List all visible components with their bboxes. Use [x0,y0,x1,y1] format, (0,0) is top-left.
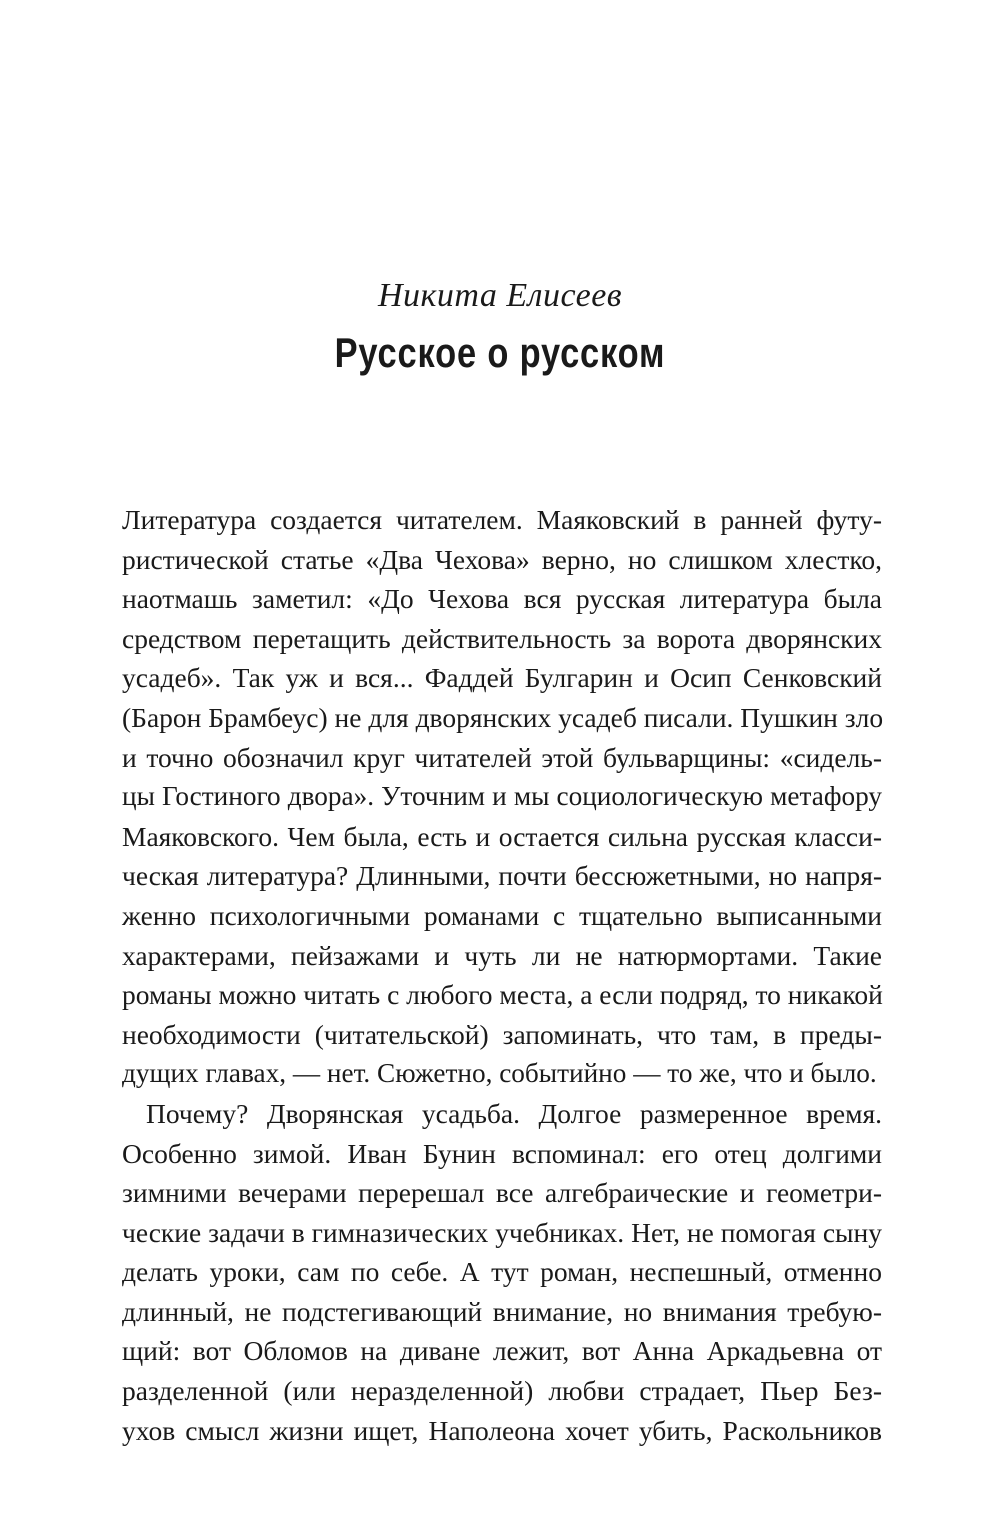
text-line: наотмашь заметил: «До Чехова вся русская литература была [122,583,882,615]
text-line: необходимости (читательской) запоминать, что там, в преды- [122,1018,882,1050]
text-line: ухов смысл жизни ищет, Наполеона хочет убить, Раскольников [122,1414,882,1446]
text-line: Особенно зимой. Иван Бунин вспоминал: его отец долгими [122,1137,882,1169]
text-line: дущих главах, — нет. Сюжетно, событийно — то же, что и было. [122,1058,877,1089]
text-line: (Барон Брамбеус) не для дворянских усадеб писали. Пушкин зло [122,701,884,733]
text-line: ческие задачи в гимназических учебниках. Нет, не помогая сыну [122,1216,882,1248]
text-line: Маяковского. Чем была, есть и остается сильна русская класси- [122,820,882,852]
text-line: Почему? Дворянская усадьба. Долгое размеренное время. [146,1097,882,1129]
text-line: женно психологичными романами с тщательно выписанными [122,899,882,931]
text-line: ческая литература? Длинными, почти бессюжетными, но напря- [122,860,882,892]
text-line: Литература создается читателем. Маяковский в ранней футу- [122,504,882,535]
text-line: цы Гостиного двора». Уточним и мы социологическую метафору [122,781,882,812]
author-name: Никита Елисеев [377,277,623,314]
text-line: средством перетащить действительность за ворота дворянских [122,622,882,654]
text-line: характерами, пейзажами и чуть ли не натюрмортами. Такие [122,939,882,971]
text-line: и точно обозначил круг читателей этой бульварщины: «сидель- [122,741,882,773]
text-line: щий: вот Обломов на диване лежит, вот Анна Аркадьевна от [122,1335,882,1367]
text-line: усадеб». Так уж и вся... Фаддей Булгарин и Осип Сенковский [122,662,882,694]
text-line: романы можно читать с любого места, а если подряд, то никакой [122,979,883,1011]
chapter-title: Русское о русском [334,329,666,376]
text-line: разделенной (или неразделенной) любви страдает, Пьер Без- [122,1375,882,1407]
text-line: зимними вечерами перерешал все алгебраические и геометри- [122,1177,882,1209]
text-line: ристической статье «Два Чехова» верно, но слишком хлестко, [122,543,882,575]
text-line: длинный, не подстегивающий внимание, но внимания требую- [122,1295,882,1327]
text-line: делать уроки, сам по себе. А тут роман, неспешный, отменно [122,1256,882,1288]
body-text [122,500,882,1450]
